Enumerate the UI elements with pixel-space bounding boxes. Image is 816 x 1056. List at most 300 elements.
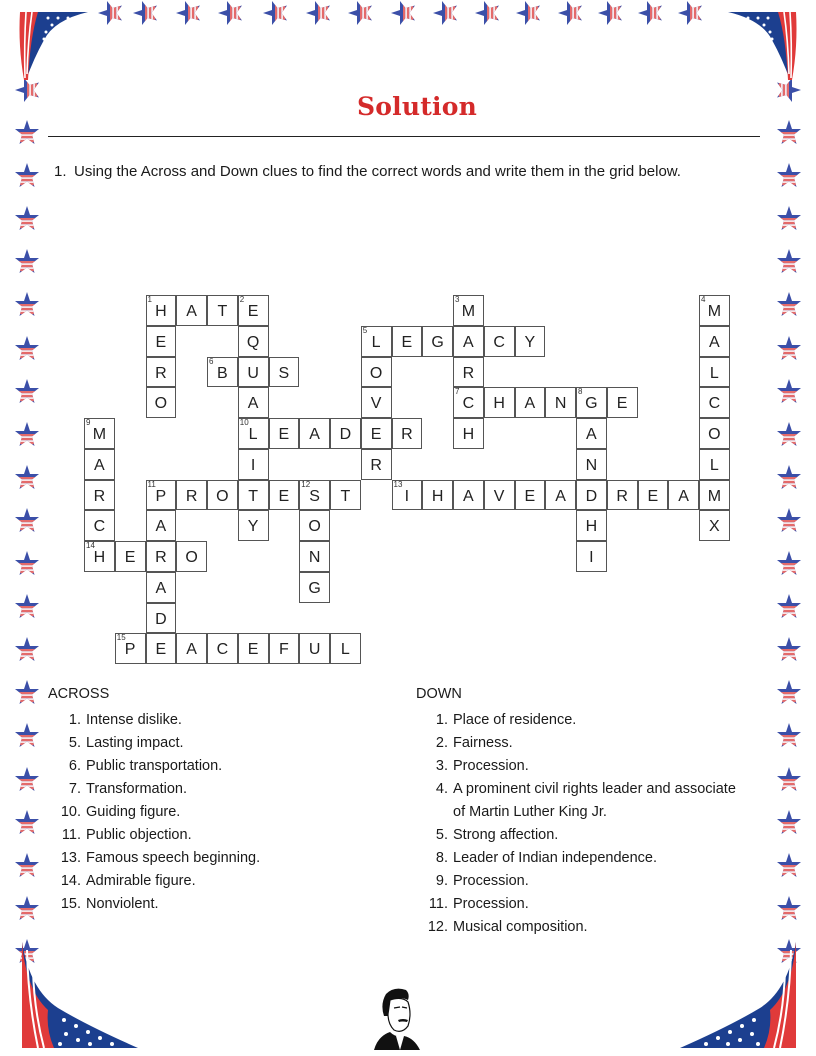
- cell-letter: O: [708, 426, 721, 443]
- clue-number: 7: [455, 387, 460, 397]
- grid-cell[interactable]: [176, 541, 207, 572]
- grid-cell[interactable]: [453, 418, 484, 449]
- clue-number: 8: [578, 387, 583, 397]
- clue-item-text: Intense dislike.: [86, 712, 182, 728]
- grid-cell[interactable]: [269, 480, 300, 511]
- cell-letter: M: [92, 426, 107, 443]
- grid-cell[interactable]: [668, 480, 699, 511]
- flag-star-icon: [474, 0, 500, 26]
- cell-letter: V: [370, 395, 382, 413]
- cell-letter: M: [461, 303, 476, 320]
- grid-cell[interactable]: [299, 510, 330, 541]
- grid-cell[interactable]: [238, 510, 269, 541]
- grid-cell[interactable]: [453, 295, 484, 326]
- cell-letter: N: [554, 395, 567, 413]
- grid-cell[interactable]: [361, 449, 392, 480]
- cell-letter: L: [709, 456, 719, 474]
- grid-cell[interactable]: [392, 480, 423, 511]
- flag-star-icon: [776, 291, 802, 317]
- grid-cell[interactable]: [576, 387, 607, 418]
- cell-letter: G: [431, 333, 444, 351]
- flag-corner-top-left-icon: [14, 8, 94, 83]
- grid-cell[interactable]: [699, 387, 730, 418]
- clue-number: 14: [86, 541, 95, 550]
- clue-item-text: Procession.: [453, 758, 529, 774]
- grid-cell[interactable]: [330, 418, 361, 449]
- cell-letter: L: [371, 333, 381, 351]
- grid-cell[interactable]: [84, 449, 115, 480]
- flag-star-icon: [14, 766, 40, 792]
- clue-item-text: Nonviolent.: [86, 896, 159, 912]
- clue-item-number: 13.: [60, 850, 81, 866]
- flag-star-icon: [14, 205, 40, 231]
- grid-cell[interactable]: [699, 510, 730, 541]
- clue-item: [428, 893, 529, 916]
- clue-item-number: 15.: [60, 896, 81, 912]
- grid-cell[interactable]: [330, 633, 361, 664]
- grid-cell[interactable]: [146, 572, 177, 603]
- grid-cell[interactable]: [146, 510, 177, 541]
- cell-letter: E: [124, 549, 136, 566]
- clue-item-text: Famous speech beginning.: [86, 850, 261, 866]
- grid-cell[interactable]: [484, 387, 515, 418]
- grid-cell[interactable]: [330, 480, 361, 511]
- clue-item-text: Transformation.: [86, 781, 187, 797]
- clue-item-number: 2.: [435, 735, 448, 751]
- flag-star-icon: [776, 550, 802, 576]
- cell-letter: R: [462, 364, 475, 382]
- cell-letter: H: [155, 303, 167, 320]
- flag-star-icon: [776, 421, 802, 447]
- grid-cell[interactable]: [484, 480, 515, 511]
- clue-item-number: 5.: [435, 826, 448, 843]
- clue-number: 2: [239, 295, 245, 304]
- flag-star-icon: [14, 636, 40, 662]
- cell-letter: A: [309, 426, 320, 443]
- clue-item-text: Place of residence.: [453, 712, 577, 728]
- flag-star-icon: [14, 378, 40, 404]
- grid-cell[interactable]: [146, 387, 177, 418]
- flag-star-icon: [14, 550, 40, 576]
- grid-cell[interactable]: [361, 357, 392, 388]
- flag-star-icon: [776, 335, 802, 361]
- cell-letter: X: [709, 518, 720, 536]
- clue-item: [427, 916, 588, 939]
- grid-cell[interactable]: [146, 541, 177, 572]
- grid-cell[interactable]: [115, 633, 146, 664]
- grid-cell[interactable]: [453, 387, 484, 418]
- grid-cell[interactable]: [638, 480, 669, 511]
- clue-number: 3: [455, 295, 460, 304]
- grid-cell[interactable]: [146, 633, 177, 664]
- flag-star-icon: [14, 852, 40, 878]
- cell-letter: R: [93, 487, 106, 505]
- cell-letter: P: [155, 487, 167, 505]
- clue-item-text: A prominent civil rights leader and associate: [453, 781, 736, 797]
- cell-letter: C: [462, 395, 475, 413]
- grid-cell[interactable]: [146, 357, 177, 388]
- page-title: Solution: [357, 92, 477, 121]
- cell-letter: E: [278, 426, 290, 443]
- flag-star-icon: [14, 119, 40, 145]
- clue-number: 6: [209, 356, 214, 366]
- title-divider: [48, 136, 760, 137]
- grid-cell[interactable]: [84, 541, 115, 572]
- flag-star-icon: [776, 162, 802, 188]
- cell-letter: E: [370, 426, 382, 443]
- instruction-text: Using the Across and Down clues to find the correct words and write them in the grid below.: [74, 163, 681, 180]
- grid-cell[interactable]: [84, 418, 115, 449]
- cell-letter: Y: [524, 333, 536, 351]
- flag-star-icon: [776, 593, 802, 619]
- flag-star-icon: [776, 507, 802, 533]
- clue-number: 15: [116, 633, 126, 643]
- grid-cell[interactable]: [392, 326, 423, 357]
- grid-cell[interactable]: [176, 633, 207, 664]
- clue-item: [435, 778, 736, 823]
- grid-cell[interactable]: [576, 541, 607, 572]
- grid-cell[interactable]: [392, 418, 423, 449]
- flag-star-icon: [637, 0, 663, 26]
- grid-cell[interactable]: [146, 295, 177, 326]
- cell-letter: N: [308, 549, 321, 566]
- grid-cell[interactable]: [545, 480, 576, 511]
- clue-number: 12: [301, 479, 311, 489]
- clue-item: [60, 801, 181, 824]
- cell-letter: C: [216, 641, 229, 659]
- clue-item-number: 8.: [435, 849, 448, 866]
- flag-star-icon: [132, 0, 158, 26]
- clue-item-text: Musical composition.: [453, 918, 588, 935]
- down-heading: DOWN: [416, 686, 462, 702]
- grid-cell[interactable]: [699, 418, 730, 449]
- cell-letter: O: [154, 395, 168, 413]
- cell-letter: E: [247, 303, 259, 320]
- grid-cell[interactable]: [238, 449, 269, 480]
- grid-cell[interactable]: [269, 418, 300, 449]
- flag-star-icon: [776, 852, 802, 878]
- flag-star-icon: [262, 0, 288, 26]
- flag-star-icon: [776, 766, 802, 792]
- cell-letter: T: [340, 487, 351, 505]
- grid-cell[interactable]: [269, 633, 300, 664]
- grid-cell[interactable]: [453, 357, 484, 388]
- clue-item: [435, 847, 657, 870]
- clue-number: 10: [239, 418, 249, 427]
- grid-cell[interactable]: [422, 326, 453, 357]
- cell-letter: A: [463, 487, 474, 505]
- cell-letter: L: [709, 364, 719, 382]
- flag-star-icon: [597, 0, 623, 26]
- cell-letter: L: [340, 641, 350, 659]
- grid-cell[interactable]: [576, 418, 607, 449]
- clue-number: 4: [701, 295, 706, 304]
- flag-star-icon: [14, 421, 40, 447]
- grid-cell[interactable]: [84, 480, 115, 511]
- cell-letter: R: [155, 364, 167, 382]
- clue-item-number: 1.: [435, 712, 448, 728]
- cell-letter: E: [524, 487, 536, 505]
- flag-star-icon: [776, 722, 802, 748]
- clue-number: 13: [393, 479, 403, 489]
- grid-cell[interactable]: [484, 326, 515, 357]
- flag-corner-top-right-icon: [722, 8, 802, 83]
- clue-item-text: Procession.: [453, 895, 529, 912]
- clue-item-text: Fairness.: [453, 735, 513, 751]
- clue-item-text: Procession.: [453, 872, 529, 889]
- flag-star-icon: [305, 0, 331, 26]
- flag-star-icon: [432, 0, 458, 26]
- grid-cell[interactable]: [607, 480, 638, 511]
- cell-letter: O: [185, 549, 198, 566]
- cell-letter: A: [155, 579, 167, 597]
- flag-star-icon: [175, 0, 201, 26]
- grid-cell[interactable]: [115, 541, 146, 572]
- grid-cell[interactable]: [515, 387, 546, 418]
- cell-letter: C: [493, 333, 505, 351]
- cell-letter: E: [247, 641, 259, 659]
- cell-letter: G: [585, 395, 598, 413]
- clue-item-text: Admirable figure.: [86, 873, 196, 889]
- cell-letter: A: [186, 303, 197, 320]
- flag-star-icon: [97, 0, 123, 26]
- cell-letter: I: [250, 456, 256, 474]
- grid-cell[interactable]: [299, 572, 330, 603]
- mlk-portrait-icon: [370, 986, 428, 1052]
- clue-item-number: 12.: [427, 918, 448, 935]
- cell-letter: N: [585, 456, 598, 474]
- cell-letter: H: [462, 426, 475, 443]
- cell-letter: R: [155, 549, 167, 566]
- cell-letter: I: [404, 487, 410, 505]
- cell-letter: H: [93, 549, 106, 566]
- grid-cell[interactable]: [515, 480, 546, 511]
- grid-cell[interactable]: [299, 633, 330, 664]
- grid-cell[interactable]: [207, 295, 238, 326]
- clue-item-number: 7.: [68, 781, 81, 797]
- clue-number: 11: [147, 479, 156, 489]
- clue-item: [60, 870, 196, 893]
- grid-cell[interactable]: [607, 387, 638, 418]
- grid-cell[interactable]: [299, 541, 330, 572]
- cell-letter: V: [493, 487, 505, 505]
- clue-item: [68, 709, 182, 732]
- cell-letter: F: [278, 641, 289, 659]
- cell-letter: E: [278, 487, 290, 505]
- clue-item-number: 3.: [435, 758, 448, 774]
- grid-cell[interactable]: [453, 480, 484, 511]
- clue-number: 9: [86, 418, 91, 427]
- clue-item: [435, 732, 513, 755]
- cell-letter: A: [524, 395, 536, 413]
- flag-corner-bottom-right-icon: [680, 940, 800, 1052]
- grid-cell[interactable]: [699, 326, 730, 357]
- grid-cell[interactable]: [146, 480, 177, 511]
- grid-cell[interactable]: [299, 418, 330, 449]
- clue-item-number: 11.: [428, 895, 448, 912]
- clue-item-number: 1.: [68, 712, 81, 728]
- grid-cell[interactable]: [238, 387, 269, 418]
- grid-cell[interactable]: [207, 633, 238, 664]
- grid-cell[interactable]: [699, 449, 730, 480]
- cell-letter: A: [678, 487, 689, 505]
- cell-letter: D: [155, 610, 167, 628]
- cell-letter: D: [339, 426, 352, 443]
- flag-star-icon: [390, 0, 416, 26]
- grid-cell[interactable]: [299, 480, 330, 511]
- instruction-number: 1.: [54, 163, 67, 180]
- cell-letter: E: [155, 333, 167, 351]
- grid-cell[interactable]: [238, 418, 269, 449]
- grid-cell[interactable]: [422, 480, 453, 511]
- grid-cell[interactable]: [453, 326, 484, 357]
- flag-star-icon: [557, 0, 583, 26]
- flag-star-icon: [776, 679, 802, 705]
- grid-cell[interactable]: [545, 387, 576, 418]
- cell-letter: S: [278, 364, 290, 382]
- clue-item: [435, 709, 577, 732]
- cell-letter: R: [616, 487, 628, 505]
- across-clues: [48, 686, 378, 916]
- clue-item-text: Lasting impact.: [86, 735, 184, 751]
- flag-corner-bottom-left-icon: [18, 940, 138, 1052]
- clue-item: [435, 824, 559, 847]
- clue-item-number: 5.: [68, 735, 81, 751]
- flag-star-icon: [14, 895, 40, 921]
- grid-cell[interactable]: [699, 295, 730, 326]
- cell-letter: H: [585, 518, 598, 536]
- grid-cell[interactable]: [176, 480, 207, 511]
- clue-item-text-continued: of Martin Luther King Jr.: [453, 803, 607, 820]
- grid-cell[interactable]: [146, 603, 177, 634]
- cell-letter: A: [155, 518, 167, 536]
- across-heading: ACROSS: [48, 686, 110, 702]
- grid-cell[interactable]: [361, 418, 392, 449]
- clue-number: 1: [147, 295, 152, 304]
- clue-item-text: Public transportation.: [86, 758, 223, 774]
- clue-item-number: 14.: [60, 873, 81, 889]
- grid-cell[interactable]: [269, 357, 300, 388]
- flag-star-icon: [677, 0, 703, 26]
- flag-star-icon: [217, 0, 243, 26]
- cell-letter: U: [308, 641, 321, 659]
- clue-item: [60, 847, 261, 870]
- flag-star-icon: [14, 335, 40, 361]
- cell-letter: H: [493, 395, 505, 413]
- cell-letter: E: [155, 641, 167, 659]
- cell-letter: A: [586, 426, 597, 443]
- grid-cell[interactable]: [361, 326, 392, 357]
- flag-star-icon: [14, 248, 40, 274]
- clue-item: [435, 755, 529, 778]
- grid-cell[interactable]: [576, 449, 607, 480]
- grid-cell[interactable]: [146, 326, 177, 357]
- grid-cell[interactable]: [515, 326, 546, 357]
- clue-item-text: Public objection.: [86, 827, 192, 843]
- flag-star-icon: [14, 722, 40, 748]
- clue-item-text: Strong affection.: [453, 826, 559, 843]
- clue-item-number: 10.: [60, 804, 81, 820]
- clue-item: [68, 755, 223, 778]
- grid-cell[interactable]: [699, 357, 730, 388]
- flag-star-icon: [14, 809, 40, 835]
- cell-letter: T: [217, 303, 228, 320]
- cell-letter: M: [707, 487, 722, 505]
- grid-cell[interactable]: [238, 326, 269, 357]
- flag-star-icon: [347, 0, 373, 26]
- grid-cell[interactable]: [576, 480, 607, 511]
- grid-cell[interactable]: [238, 295, 269, 326]
- cell-letter: A: [463, 333, 474, 351]
- flag-star-icon: [14, 507, 40, 533]
- cell-letter: O: [369, 364, 383, 382]
- flag-star-icon: [14, 464, 40, 490]
- cell-letter: O: [308, 518, 321, 536]
- cell-letter: C: [708, 395, 721, 413]
- cell-letter: U: [247, 364, 259, 382]
- grid-cell[interactable]: [576, 510, 607, 541]
- cell-letter: S: [309, 487, 320, 505]
- grid-cell[interactable]: [207, 480, 238, 511]
- cell-letter: E: [647, 487, 659, 505]
- flag-star-icon: [776, 636, 802, 662]
- flag-star-icon: [14, 593, 40, 619]
- cell-letter: Q: [246, 333, 260, 351]
- clue-item: [68, 778, 187, 801]
- clue-item: [60, 893, 159, 916]
- clue-item-text: Leader of Indian independence.: [453, 849, 657, 866]
- clue-item: [61, 824, 192, 847]
- grid-cell[interactable]: [238, 633, 269, 664]
- clue-item-number: 4.: [435, 781, 448, 797]
- cell-letter: G: [308, 579, 321, 597]
- flag-star-icon: [776, 119, 802, 145]
- clue-item-text: Guiding figure.: [86, 804, 181, 820]
- clue-number: 5: [362, 325, 368, 335]
- grid-cell[interactable]: [207, 357, 238, 388]
- grid-cell[interactable]: [176, 295, 207, 326]
- cell-letter: Y: [247, 518, 259, 536]
- cell-letter: A: [186, 641, 197, 659]
- cell-letter: P: [124, 641, 136, 659]
- flag-star-icon: [14, 291, 40, 317]
- flag-star-icon: [776, 895, 802, 921]
- clue-item-number: 11.: [61, 827, 81, 843]
- cell-letter: A: [709, 333, 720, 351]
- flag-star-icon: [776, 464, 802, 490]
- cell-letter: A: [247, 395, 259, 413]
- cell-letter: R: [401, 426, 413, 443]
- cell-letter: I: [589, 549, 594, 566]
- flag-star-icon: [14, 162, 40, 188]
- grid-cell[interactable]: [238, 480, 269, 511]
- clue-item-number: 6.: [68, 758, 81, 774]
- down-clues: [416, 686, 786, 946]
- grid-cell[interactable]: [84, 510, 115, 541]
- grid-cell[interactable]: [361, 387, 392, 418]
- grid-cell[interactable]: [699, 480, 730, 511]
- grid-cell[interactable]: [238, 357, 269, 388]
- cell-letter: O: [216, 487, 229, 505]
- clue-item: [435, 870, 529, 893]
- flag-star-icon: [515, 0, 541, 26]
- flag-star-icon: [776, 809, 802, 835]
- cell-letter: M: [707, 303, 722, 320]
- cell-letter: E: [616, 395, 628, 413]
- cell-letter: B: [217, 364, 228, 382]
- cell-letter: R: [370, 456, 382, 474]
- clue-item-number: 9.: [435, 872, 448, 889]
